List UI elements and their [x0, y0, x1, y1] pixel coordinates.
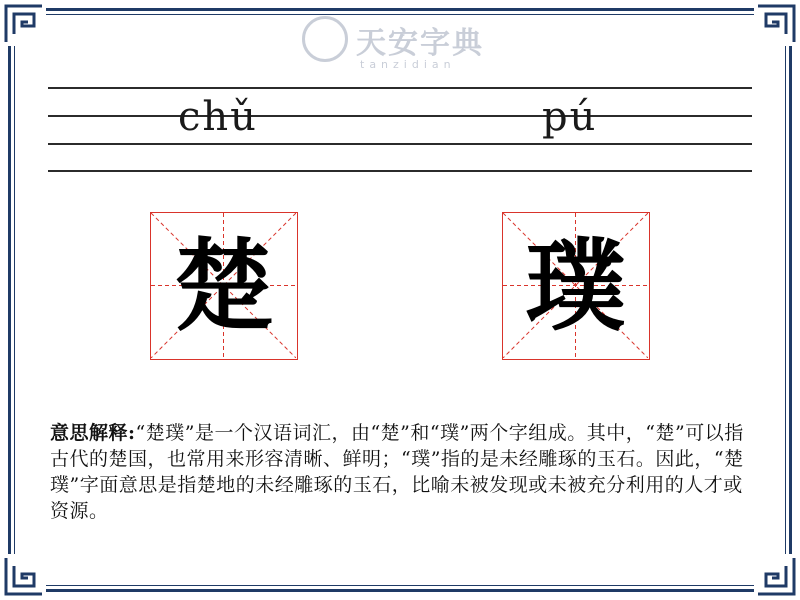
character-grid-second [502, 212, 650, 360]
pinyin-line [48, 170, 752, 172]
definition-paragraph [50, 420, 752, 524]
definition-text: “楚璞”是一个汉语词汇，由“楚”和“璞”两个字组成。其中，“楚”可以指古代的楚国，也常用来形容清晰、鲜明；“璞”指的是未经雕琢的玉石。因此，“楚璞”字面意思是指楚地的未经雕琢的玉石，比喻未被发现或未被充分利用的人才或资源。 [50, 422, 744, 522]
corner-ornament-icon [754, 554, 798, 598]
pinyin-first: chǔ [178, 94, 258, 140]
character-second: 璞 [525, 226, 626, 345]
pinyin-line [48, 143, 752, 145]
character-first: 楚 [173, 226, 274, 345]
watermark-subtitle: tanzidian [360, 58, 456, 71]
watermark-name: 天安字典 [356, 26, 484, 61]
pinyin-line [48, 115, 752, 117]
seal-icon [302, 16, 348, 62]
character-grid-first [150, 212, 298, 360]
pinyin-lines [48, 86, 752, 176]
corner-ornament-icon [2, 554, 46, 598]
corner-ornament-icon [2, 2, 46, 46]
definition-label: 意思解释: [50, 422, 136, 444]
pinyin-line [48, 87, 752, 89]
corner-ornament-icon [754, 2, 798, 46]
pinyin-second: pú [542, 94, 598, 140]
watermark-logo [300, 14, 500, 74]
